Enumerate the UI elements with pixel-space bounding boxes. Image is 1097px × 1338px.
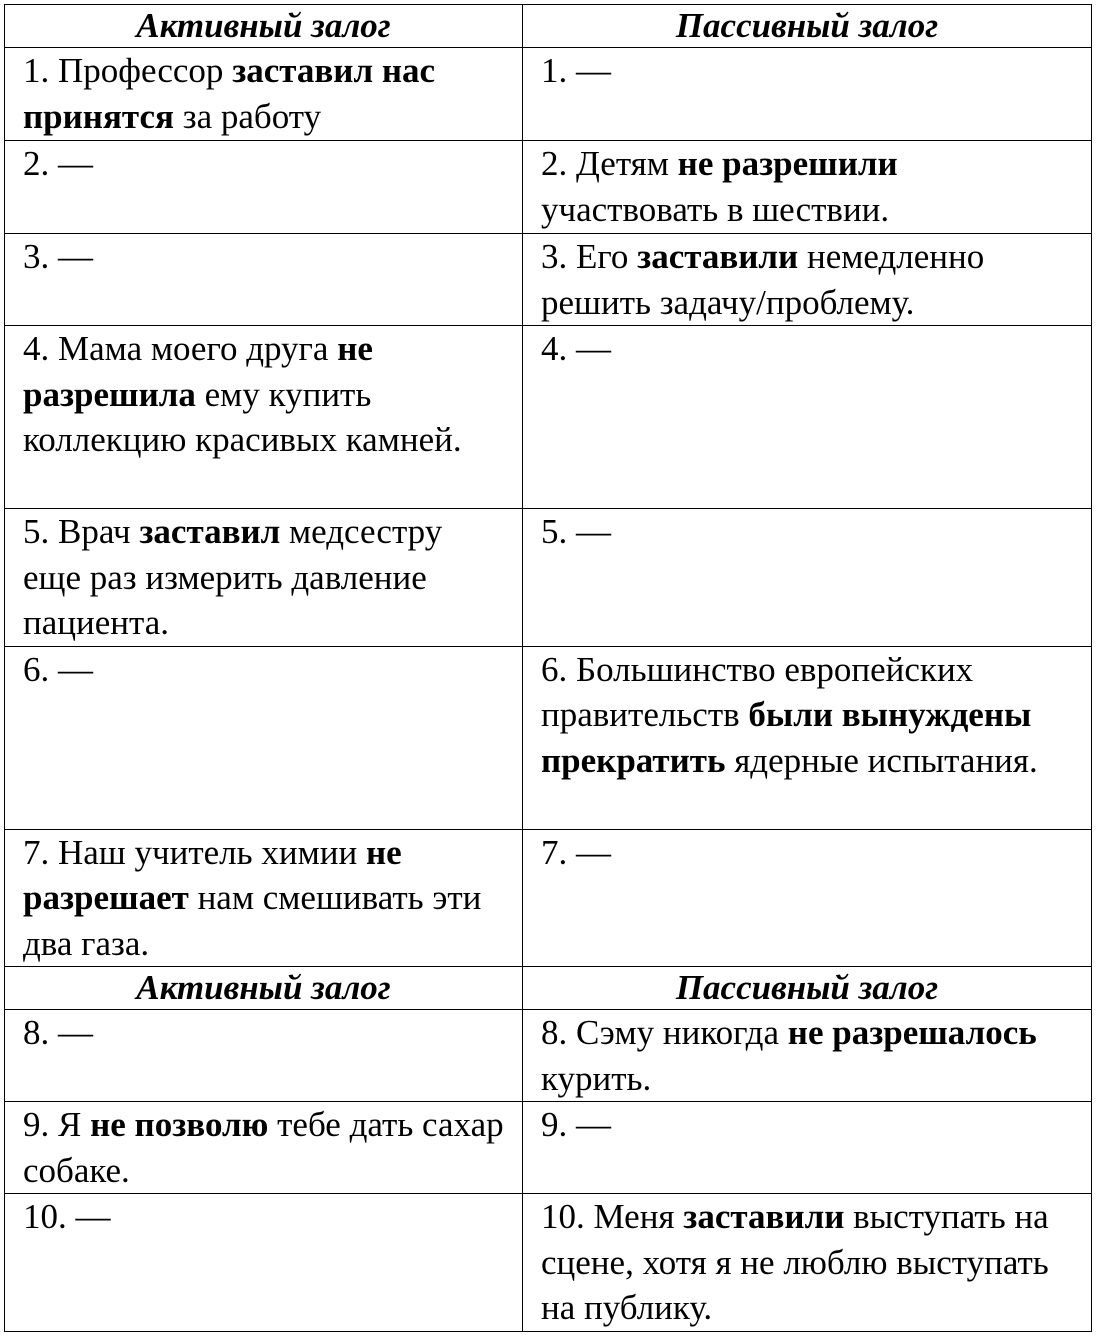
- sentence-text: 9. Я: [23, 1105, 91, 1144]
- sentence-text: 1. —: [541, 51, 611, 90]
- sentence-text: за работу: [174, 96, 322, 136]
- bold-verb-phrase: заставили: [683, 1197, 845, 1236]
- sentence-text: немедленно решить задачу/проблему.: [541, 237, 985, 322]
- table-row: [5, 509, 1092, 647]
- active-cell: [5, 1194, 523, 1332]
- header-active: Активный залог: [5, 967, 523, 1010]
- voice-comparison-table: [4, 4, 1092, 1332]
- active-cell: [5, 326, 523, 509]
- active-cell: [5, 829, 523, 967]
- header-active: Активный залог: [5, 5, 523, 48]
- table-row: [5, 646, 1092, 829]
- sentence-text: 8. Сэму никогда: [541, 1013, 788, 1052]
- active-cell: [5, 1102, 523, 1194]
- active-cell: [5, 141, 523, 234]
- active-cell: [5, 509, 523, 647]
- sentence-text: 5. Врач: [23, 512, 140, 551]
- table-row: [5, 829, 1092, 967]
- sentence-text: 10. Меня: [541, 1197, 684, 1236]
- sentence-text: 4. Мама моего друга: [23, 329, 338, 368]
- passive-cell: [523, 1102, 1092, 1194]
- bold-verb-phrase: были вынуждены прекратить: [541, 695, 1032, 780]
- table-row: [5, 234, 1092, 326]
- table-row: [5, 141, 1092, 234]
- bold-verb-phrase: заставил: [139, 512, 281, 551]
- passive-cell: [523, 48, 1092, 141]
- bold-verb-phrase: не разрешили: [677, 144, 898, 183]
- sentence-text: нам смешивать эти два газа.: [23, 878, 482, 963]
- passive-cell: [523, 234, 1092, 326]
- active-cell: [5, 646, 523, 829]
- passive-cell: [523, 1010, 1092, 1102]
- passive-cell: [523, 141, 1092, 234]
- active-cell: [5, 234, 523, 326]
- header-passive: Пассивный залог: [523, 5, 1092, 48]
- passive-cell: [523, 829, 1092, 967]
- header-row-mid: [5, 967, 1092, 1010]
- sentence-text: тебе дать сахар собаке.: [23, 1105, 504, 1190]
- sentence-text: 2. Детям: [541, 144, 678, 183]
- bold-verb-phrase: заставили: [637, 237, 799, 276]
- sentence-text: 7. —: [541, 832, 611, 872]
- sentence-text: 3. Его: [541, 237, 638, 276]
- sentence-text: 1. Профессор: [23, 51, 233, 90]
- sentence-text: медсестру еще раз измерить давление пациента.: [23, 512, 443, 642]
- table-row: [5, 1194, 1092, 1332]
- sentence-text: курить.: [541, 1058, 652, 1098]
- sentence-text: 7. Наш учитель химии: [23, 832, 366, 872]
- passive-cell: [523, 326, 1092, 509]
- sentence-text: 2. —: [23, 144, 93, 183]
- table-row: [5, 48, 1092, 141]
- active-cell: [5, 1010, 523, 1102]
- sentence-text: 9. —: [541, 1105, 611, 1144]
- sentence-text: 8. —: [23, 1013, 93, 1052]
- bold-verb-phrase: не разрешила: [23, 329, 373, 414]
- passive-cell: [523, 509, 1092, 647]
- sentence-text: 3. —: [23, 237, 93, 276]
- sentence-text: ядерные испытания.: [725, 740, 1038, 780]
- sentence-text: 5. —: [541, 512, 611, 551]
- sentence-text: выступать на сцене, хотя я не люблю выступать на публику.: [541, 1197, 1049, 1327]
- sentence-text: участвовать в шествии.: [541, 189, 890, 229]
- table-row: [5, 326, 1092, 509]
- bold-verb-phrase: заставил нас принятся: [23, 51, 436, 136]
- active-cell: [5, 48, 523, 141]
- bold-verb-phrase: не позволю: [90, 1105, 269, 1144]
- header-passive: Пассивный залог: [523, 967, 1092, 1010]
- table-row: [5, 1010, 1092, 1102]
- header-row-top: [5, 5, 1092, 48]
- bold-verb-phrase: не разрешает: [23, 832, 402, 917]
- passive-cell: [523, 646, 1092, 829]
- sentence-text: 4. —: [541, 329, 611, 368]
- table-row: [5, 1102, 1092, 1194]
- sentence-text: 6. Большинство европейских правительств: [541, 649, 974, 734]
- bold-verb-phrase: не разрешалось: [787, 1013, 1037, 1052]
- sentence-text: ему купить коллекцию красивых камней.: [23, 374, 462, 459]
- sentence-text: 6. —: [23, 649, 93, 689]
- passive-cell: [523, 1194, 1092, 1332]
- sentence-text: 10. —: [23, 1197, 111, 1236]
